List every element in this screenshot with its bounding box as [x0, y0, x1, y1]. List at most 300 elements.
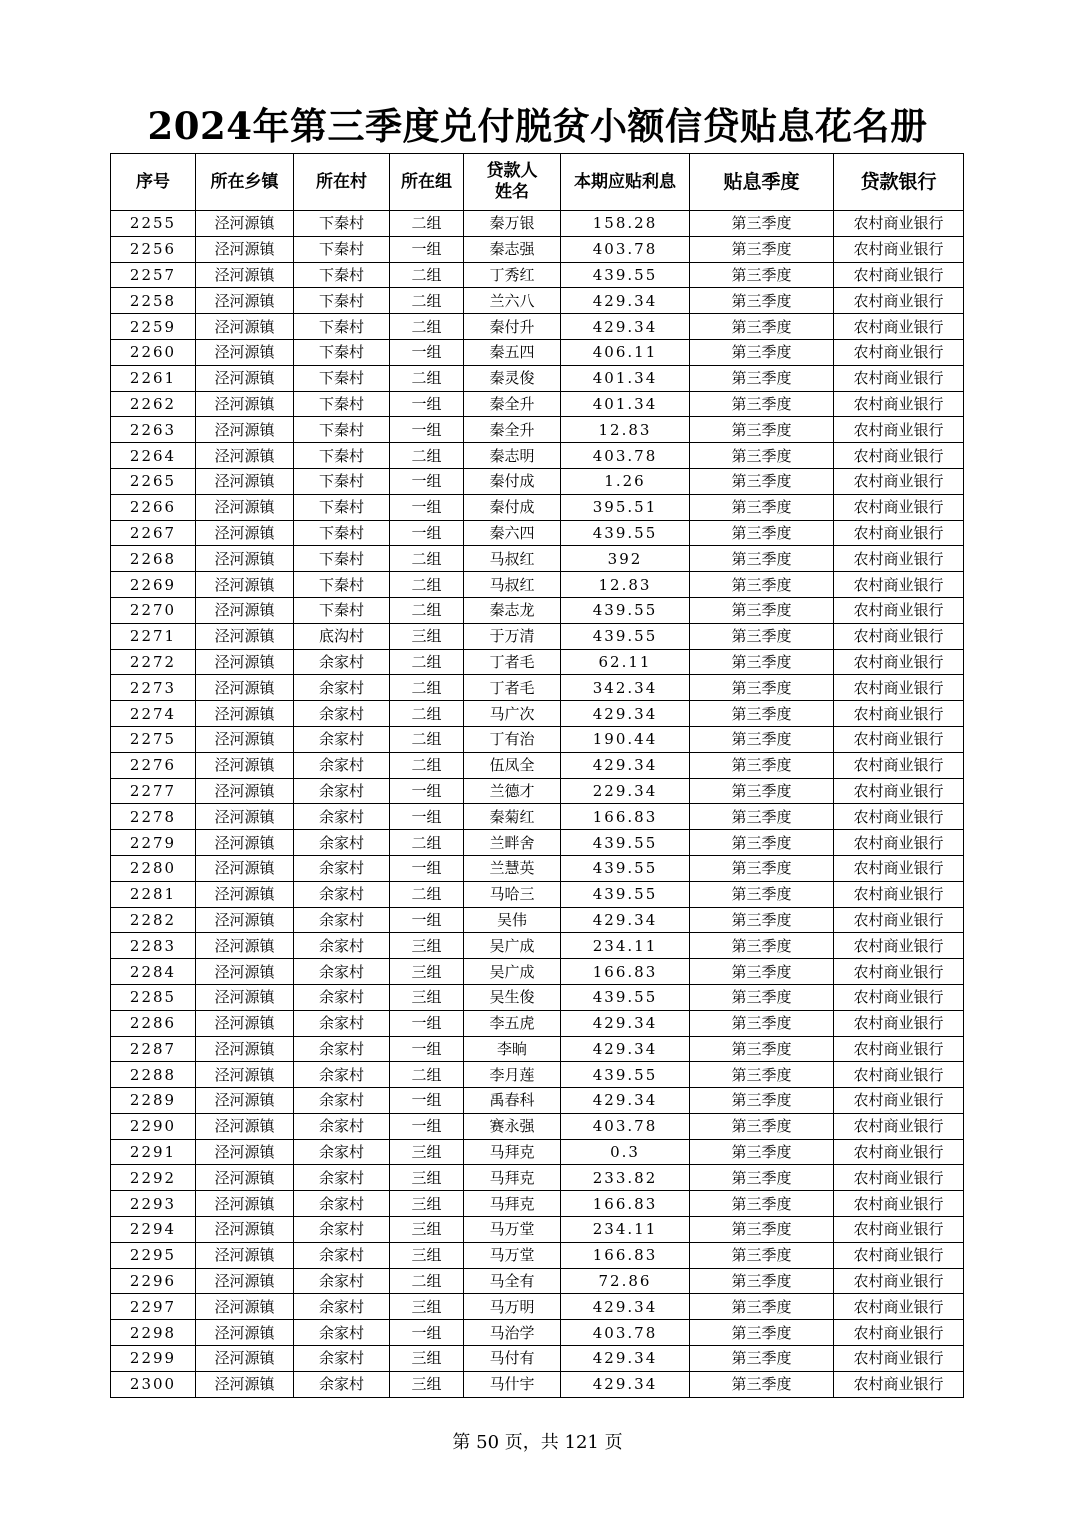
village-cell: 下秦村 — [294, 365, 390, 391]
town-cell: 泾河源镇 — [196, 494, 294, 520]
quarter-cell: 第三季度 — [690, 1062, 834, 1088]
table-row — [111, 804, 964, 830]
seq-cell: 2284 — [111, 959, 196, 985]
table-row — [111, 339, 964, 365]
town-cell: 泾河源镇 — [196, 1088, 294, 1114]
village-cell: 余家村 — [294, 726, 390, 752]
village-cell: 余家村 — [294, 1113, 390, 1139]
town-cell: 泾河源镇 — [196, 675, 294, 701]
table-row — [111, 1088, 964, 1114]
village-cell: 余家村 — [294, 830, 390, 856]
group-cell: 二组 — [390, 726, 464, 752]
group-cell: 一组 — [390, 520, 464, 546]
interest-cell: 439.55 — [561, 984, 690, 1010]
bank-cell: 农村商业银行 — [834, 933, 964, 959]
table-row — [111, 211, 964, 237]
town-cell: 泾河源镇 — [196, 1217, 294, 1243]
quarter-cell: 第三季度 — [690, 1294, 834, 1320]
seq-cell: 2275 — [111, 726, 196, 752]
bank-cell: 农村商业银行 — [834, 1294, 964, 1320]
village-cell: 余家村 — [294, 984, 390, 1010]
town-cell: 泾河源镇 — [196, 546, 294, 572]
bank-cell: 农村商业银行 — [834, 339, 964, 365]
village-cell: 下秦村 — [294, 572, 390, 598]
bank-cell: 农村商业银行 — [834, 1371, 964, 1397]
village-cell: 下秦村 — [294, 546, 390, 572]
quarter-cell: 第三季度 — [690, 675, 834, 701]
seq-cell: 2261 — [111, 365, 196, 391]
village-cell: 余家村 — [294, 1191, 390, 1217]
interest-cell: 429.34 — [561, 701, 690, 727]
interest-cell: 1.26 — [561, 468, 690, 494]
village-cell: 下秦村 — [294, 443, 390, 469]
seq-cell: 2258 — [111, 288, 196, 314]
seq-cell: 2282 — [111, 907, 196, 933]
group-cell: 一组 — [390, 494, 464, 520]
group-cell: 一组 — [390, 1113, 464, 1139]
interest-cell: 429.34 — [561, 1294, 690, 1320]
borrower-cell: 秦志龙 — [464, 597, 561, 623]
interest-cell: 439.55 — [561, 830, 690, 856]
borrower-cell: 吴广成 — [464, 933, 561, 959]
page-footer: 第 50 页，共 121 页 — [452, 1432, 623, 1453]
town-cell: 泾河源镇 — [196, 933, 294, 959]
quarter-cell: 第三季度 — [690, 804, 834, 830]
interest-cell: 395.51 — [561, 494, 690, 520]
village-cell: 下秦村 — [294, 417, 390, 443]
header-village: 所在村 — [294, 154, 390, 211]
village-cell: 余家村 — [294, 649, 390, 675]
seq-cell: 2296 — [111, 1268, 196, 1294]
table-row — [111, 597, 964, 623]
group-cell: 一组 — [390, 339, 464, 365]
table-row — [111, 726, 964, 752]
table-row — [111, 881, 964, 907]
borrower-cell: 马万堂 — [464, 1242, 561, 1268]
interest-cell: 392 — [561, 546, 690, 572]
borrower-cell: 赛永强 — [464, 1113, 561, 1139]
table-row — [111, 236, 964, 262]
bank-cell: 农村商业银行 — [834, 417, 964, 443]
header-borrower-line2: 姓名 — [495, 182, 529, 202]
village-cell: 下秦村 — [294, 288, 390, 314]
village-cell: 余家村 — [294, 881, 390, 907]
village-cell: 下秦村 — [294, 262, 390, 288]
seq-cell: 2271 — [111, 623, 196, 649]
borrower-cell: 马治学 — [464, 1320, 561, 1346]
town-cell: 泾河源镇 — [196, 1371, 294, 1397]
village-cell: 余家村 — [294, 907, 390, 933]
borrower-cell: 马全有 — [464, 1268, 561, 1294]
group-cell: 一组 — [390, 778, 464, 804]
town-cell: 泾河源镇 — [196, 236, 294, 262]
table-row — [111, 572, 964, 598]
borrower-cell: 马叔红 — [464, 546, 561, 572]
seq-cell: 2276 — [111, 752, 196, 778]
group-cell: 三组 — [390, 1294, 464, 1320]
town-cell: 泾河源镇 — [196, 752, 294, 778]
table-row — [111, 1139, 964, 1165]
table-row — [111, 443, 964, 469]
interest-cell: 158.28 — [561, 211, 690, 237]
town-cell: 泾河源镇 — [196, 314, 294, 340]
bank-cell: 农村商业银行 — [834, 1036, 964, 1062]
group-cell: 三组 — [390, 1346, 464, 1372]
quarter-cell: 第三季度 — [690, 1268, 834, 1294]
quarter-cell: 第三季度 — [690, 339, 834, 365]
town-cell: 泾河源镇 — [196, 572, 294, 598]
group-cell: 二组 — [390, 881, 464, 907]
borrower-cell: 秦付成 — [464, 494, 561, 520]
bank-cell: 农村商业银行 — [834, 649, 964, 675]
interest-cell: 439.55 — [561, 597, 690, 623]
interest-cell: 429.34 — [561, 288, 690, 314]
borrower-cell: 伍凤全 — [464, 752, 561, 778]
table-row — [111, 262, 964, 288]
table-row — [111, 288, 964, 314]
quarter-cell: 第三季度 — [690, 933, 834, 959]
bank-cell: 农村商业银行 — [834, 855, 964, 881]
town-cell: 泾河源镇 — [196, 984, 294, 1010]
bank-cell: 农村商业银行 — [834, 391, 964, 417]
town-cell: 泾河源镇 — [196, 649, 294, 675]
table-row — [111, 1062, 964, 1088]
group-cell: 二组 — [390, 649, 464, 675]
bank-cell: 农村商业银行 — [834, 314, 964, 340]
town-cell: 泾河源镇 — [196, 1346, 294, 1372]
interest-cell: 234.11 — [561, 933, 690, 959]
village-cell: 余家村 — [294, 804, 390, 830]
interest-cell: 166.83 — [561, 804, 690, 830]
borrower-cell: 于万清 — [464, 623, 561, 649]
interest-cell: 229.34 — [561, 778, 690, 804]
bank-cell: 农村商业银行 — [834, 211, 964, 237]
table-row — [111, 391, 964, 417]
interest-cell: 439.55 — [561, 623, 690, 649]
interest-cell: 429.34 — [561, 752, 690, 778]
seq-cell: 2262 — [111, 391, 196, 417]
village-cell: 底沟村 — [294, 623, 390, 649]
group-cell: 一组 — [390, 391, 464, 417]
borrower-cell: 丁有治 — [464, 726, 561, 752]
village-cell: 下秦村 — [294, 339, 390, 365]
group-cell: 二组 — [390, 830, 464, 856]
borrower-cell: 李月莲 — [464, 1062, 561, 1088]
quarter-cell: 第三季度 — [690, 314, 834, 340]
group-cell: 一组 — [390, 907, 464, 933]
seq-cell: 2283 — [111, 933, 196, 959]
header-seq: 序号 — [111, 154, 196, 211]
borrower-cell: 李五虎 — [464, 1010, 561, 1036]
header-quarter: 贴息季度 — [690, 154, 834, 211]
bank-cell: 农村商业银行 — [834, 726, 964, 752]
interest-cell: 439.55 — [561, 881, 690, 907]
village-cell: 下秦村 — [294, 468, 390, 494]
bank-cell: 农村商业银行 — [834, 520, 964, 546]
town-cell: 泾河源镇 — [196, 288, 294, 314]
group-cell: 二组 — [390, 675, 464, 701]
borrower-cell: 秦灵俊 — [464, 365, 561, 391]
bank-cell: 农村商业银行 — [834, 830, 964, 856]
quarter-cell: 第三季度 — [690, 855, 834, 881]
interest-cell: 439.55 — [561, 262, 690, 288]
table-row — [111, 830, 964, 856]
quarter-cell: 第三季度 — [690, 211, 834, 237]
village-cell: 余家村 — [294, 778, 390, 804]
seq-cell: 2278 — [111, 804, 196, 830]
borrower-cell: 秦万银 — [464, 211, 561, 237]
bank-cell: 农村商业银行 — [834, 701, 964, 727]
borrower-cell: 马叔红 — [464, 572, 561, 598]
town-cell: 泾河源镇 — [196, 1139, 294, 1165]
table-row — [111, 855, 964, 881]
quarter-cell: 第三季度 — [690, 623, 834, 649]
interest-cell: 406.11 — [561, 339, 690, 365]
table-row — [111, 1242, 964, 1268]
seq-cell: 2287 — [111, 1036, 196, 1062]
bank-cell: 农村商业银行 — [834, 1139, 964, 1165]
table-row — [111, 1113, 964, 1139]
village-cell: 余家村 — [294, 1268, 390, 1294]
table-row — [111, 365, 964, 391]
borrower-cell: 丁者毛 — [464, 649, 561, 675]
group-cell: 三组 — [390, 1371, 464, 1397]
quarter-cell: 第三季度 — [690, 1346, 834, 1372]
quarter-cell: 第三季度 — [690, 701, 834, 727]
borrower-cell: 秦志强 — [464, 236, 561, 262]
borrower-cell: 马万明 — [464, 1294, 561, 1320]
group-cell: 三组 — [390, 984, 464, 1010]
table-row — [111, 1036, 964, 1062]
quarter-cell: 第三季度 — [690, 649, 834, 675]
village-cell: 余家村 — [294, 1088, 390, 1114]
bank-cell: 农村商业银行 — [834, 546, 964, 572]
bank-cell: 农村商业银行 — [834, 236, 964, 262]
quarter-cell: 第三季度 — [690, 520, 834, 546]
quarter-cell: 第三季度 — [690, 1242, 834, 1268]
village-cell: 余家村 — [294, 1242, 390, 1268]
table-row — [111, 907, 964, 933]
town-cell: 泾河源镇 — [196, 1320, 294, 1346]
interest-cell: 439.55 — [561, 520, 690, 546]
quarter-cell: 第三季度 — [690, 959, 834, 985]
seq-cell: 2294 — [111, 1217, 196, 1243]
bank-cell: 农村商业银行 — [834, 262, 964, 288]
table-row — [111, 520, 964, 546]
town-cell: 泾河源镇 — [196, 365, 294, 391]
seq-cell: 2290 — [111, 1113, 196, 1139]
interest-cell: 401.34 — [561, 391, 690, 417]
bank-cell: 农村商业银行 — [834, 1062, 964, 1088]
quarter-cell: 第三季度 — [690, 881, 834, 907]
quarter-cell: 第三季度 — [690, 984, 834, 1010]
borrower-cell: 秦志明 — [464, 443, 561, 469]
town-cell: 泾河源镇 — [196, 391, 294, 417]
quarter-cell: 第三季度 — [690, 1191, 834, 1217]
village-cell: 余家村 — [294, 675, 390, 701]
village-cell: 余家村 — [294, 1294, 390, 1320]
town-cell: 泾河源镇 — [196, 339, 294, 365]
village-cell: 余家村 — [294, 959, 390, 985]
quarter-cell: 第三季度 — [690, 752, 834, 778]
bank-cell: 农村商业银行 — [834, 443, 964, 469]
table-row — [111, 1320, 964, 1346]
town-cell: 泾河源镇 — [196, 778, 294, 804]
bank-cell: 农村商业银行 — [834, 1088, 964, 1114]
town-cell: 泾河源镇 — [196, 417, 294, 443]
seq-cell: 2297 — [111, 1294, 196, 1320]
group-cell: 三组 — [390, 933, 464, 959]
interest-cell: 12.83 — [561, 417, 690, 443]
group-cell: 二组 — [390, 314, 464, 340]
group-cell: 一组 — [390, 417, 464, 443]
quarter-cell: 第三季度 — [690, 830, 834, 856]
borrower-cell: 秦五四 — [464, 339, 561, 365]
seq-cell: 2292 — [111, 1165, 196, 1191]
town-cell: 泾河源镇 — [196, 1036, 294, 1062]
seq-cell: 2293 — [111, 1191, 196, 1217]
seq-cell: 2291 — [111, 1139, 196, 1165]
seq-cell: 2256 — [111, 236, 196, 262]
borrower-cell: 秦全升 — [464, 391, 561, 417]
interest-cell: 403.78 — [561, 1320, 690, 1346]
village-cell: 余家村 — [294, 1371, 390, 1397]
header-town: 所在乡镇 — [196, 154, 294, 211]
header-group: 所在组 — [390, 154, 464, 211]
interest-cell: 429.34 — [561, 907, 690, 933]
village-cell: 余家村 — [294, 1139, 390, 1165]
town-cell: 泾河源镇 — [196, 1268, 294, 1294]
group-cell: 一组 — [390, 1036, 464, 1062]
table-row — [111, 546, 964, 572]
group-cell: 一组 — [390, 1320, 464, 1346]
town-cell: 泾河源镇 — [196, 597, 294, 623]
quarter-cell: 第三季度 — [690, 1371, 834, 1397]
seq-cell: 2286 — [111, 1010, 196, 1036]
seq-cell: 2268 — [111, 546, 196, 572]
bank-cell: 农村商业银行 — [834, 778, 964, 804]
seq-cell: 2260 — [111, 339, 196, 365]
village-cell: 余家村 — [294, 1062, 390, 1088]
group-cell: 一组 — [390, 236, 464, 262]
town-cell: 泾河源镇 — [196, 1062, 294, 1088]
bank-cell: 农村商业银行 — [834, 1010, 964, 1036]
village-cell: 余家村 — [294, 933, 390, 959]
village-cell: 余家村 — [294, 1346, 390, 1372]
bank-cell: 农村商业银行 — [834, 984, 964, 1010]
bank-cell: 农村商业银行 — [834, 907, 964, 933]
village-cell: 下秦村 — [294, 211, 390, 237]
quarter-cell: 第三季度 — [690, 1320, 834, 1346]
quarter-cell: 第三季度 — [690, 288, 834, 314]
interest-cell: 403.78 — [561, 443, 690, 469]
group-cell: 三组 — [390, 1242, 464, 1268]
borrower-cell: 秦全升 — [464, 417, 561, 443]
group-cell: 二组 — [390, 1268, 464, 1294]
village-cell: 下秦村 — [294, 314, 390, 340]
quarter-cell: 第三季度 — [690, 262, 834, 288]
seq-cell: 2270 — [111, 597, 196, 623]
bank-cell: 农村商业银行 — [834, 365, 964, 391]
seq-cell: 2300 — [111, 1371, 196, 1397]
borrower-cell: 兰畔舍 — [464, 830, 561, 856]
bank-cell: 农村商业银行 — [834, 1191, 964, 1217]
bank-cell: 农村商业银行 — [834, 572, 964, 598]
borrower-cell: 马拜克 — [464, 1165, 561, 1191]
bank-cell: 农村商业银行 — [834, 959, 964, 985]
bank-cell: 农村商业银行 — [834, 1346, 964, 1372]
town-cell: 泾河源镇 — [196, 520, 294, 546]
town-cell: 泾河源镇 — [196, 881, 294, 907]
village-cell: 余家村 — [294, 1217, 390, 1243]
town-cell: 泾河源镇 — [196, 262, 294, 288]
seq-cell: 2264 — [111, 443, 196, 469]
bank-cell: 农村商业银行 — [834, 1242, 964, 1268]
bank-cell: 农村商业银行 — [834, 468, 964, 494]
group-cell: 二组 — [390, 752, 464, 778]
group-cell: 一组 — [390, 804, 464, 830]
table-row — [111, 701, 964, 727]
borrower-cell: 马拜克 — [464, 1191, 561, 1217]
bank-cell: 农村商业银行 — [834, 752, 964, 778]
group-cell: 二组 — [390, 443, 464, 469]
seq-cell: 2255 — [111, 211, 196, 237]
town-cell: 泾河源镇 — [196, 855, 294, 881]
seq-cell: 2273 — [111, 675, 196, 701]
quarter-cell: 第三季度 — [690, 391, 834, 417]
group-cell: 三组 — [390, 959, 464, 985]
town-cell: 泾河源镇 — [196, 1010, 294, 1036]
table-row — [111, 1294, 964, 1320]
borrower-cell: 马付有 — [464, 1346, 561, 1372]
group-cell: 三组 — [390, 1139, 464, 1165]
borrower-cell: 李晌 — [464, 1036, 561, 1062]
borrower-cell: 马万堂 — [464, 1217, 561, 1243]
interest-cell: 72.86 — [561, 1268, 690, 1294]
group-cell: 二组 — [390, 211, 464, 237]
seq-cell: 2279 — [111, 830, 196, 856]
bank-cell: 农村商业银行 — [834, 1217, 964, 1243]
interest-cell: 0.3 — [561, 1139, 690, 1165]
town-cell: 泾河源镇 — [196, 804, 294, 830]
interest-cell: 166.83 — [561, 959, 690, 985]
borrower-cell: 马广次 — [464, 701, 561, 727]
seq-cell: 2267 — [111, 520, 196, 546]
header-row — [111, 154, 964, 211]
header-bank: 贷款银行 — [834, 154, 964, 211]
village-cell: 下秦村 — [294, 236, 390, 262]
quarter-cell: 第三季度 — [690, 546, 834, 572]
table-row — [111, 1217, 964, 1243]
table-row — [111, 675, 964, 701]
seq-cell: 2289 — [111, 1088, 196, 1114]
interest-cell: 12.83 — [561, 572, 690, 598]
group-cell: 一组 — [390, 1010, 464, 1036]
bank-cell: 农村商业银行 — [834, 597, 964, 623]
seq-cell: 2269 — [111, 572, 196, 598]
bank-cell: 农村商业银行 — [834, 623, 964, 649]
borrower-cell: 秦六四 — [464, 520, 561, 546]
town-cell: 泾河源镇 — [196, 1113, 294, 1139]
bank-cell: 农村商业银行 — [834, 675, 964, 701]
bank-cell: 农村商业银行 — [834, 1165, 964, 1191]
village-cell: 余家村 — [294, 701, 390, 727]
borrower-cell: 吴广成 — [464, 959, 561, 985]
group-cell: 三组 — [390, 1165, 464, 1191]
table-row — [111, 752, 964, 778]
interest-cell: 403.78 — [561, 1113, 690, 1139]
quarter-cell: 第三季度 — [690, 907, 834, 933]
